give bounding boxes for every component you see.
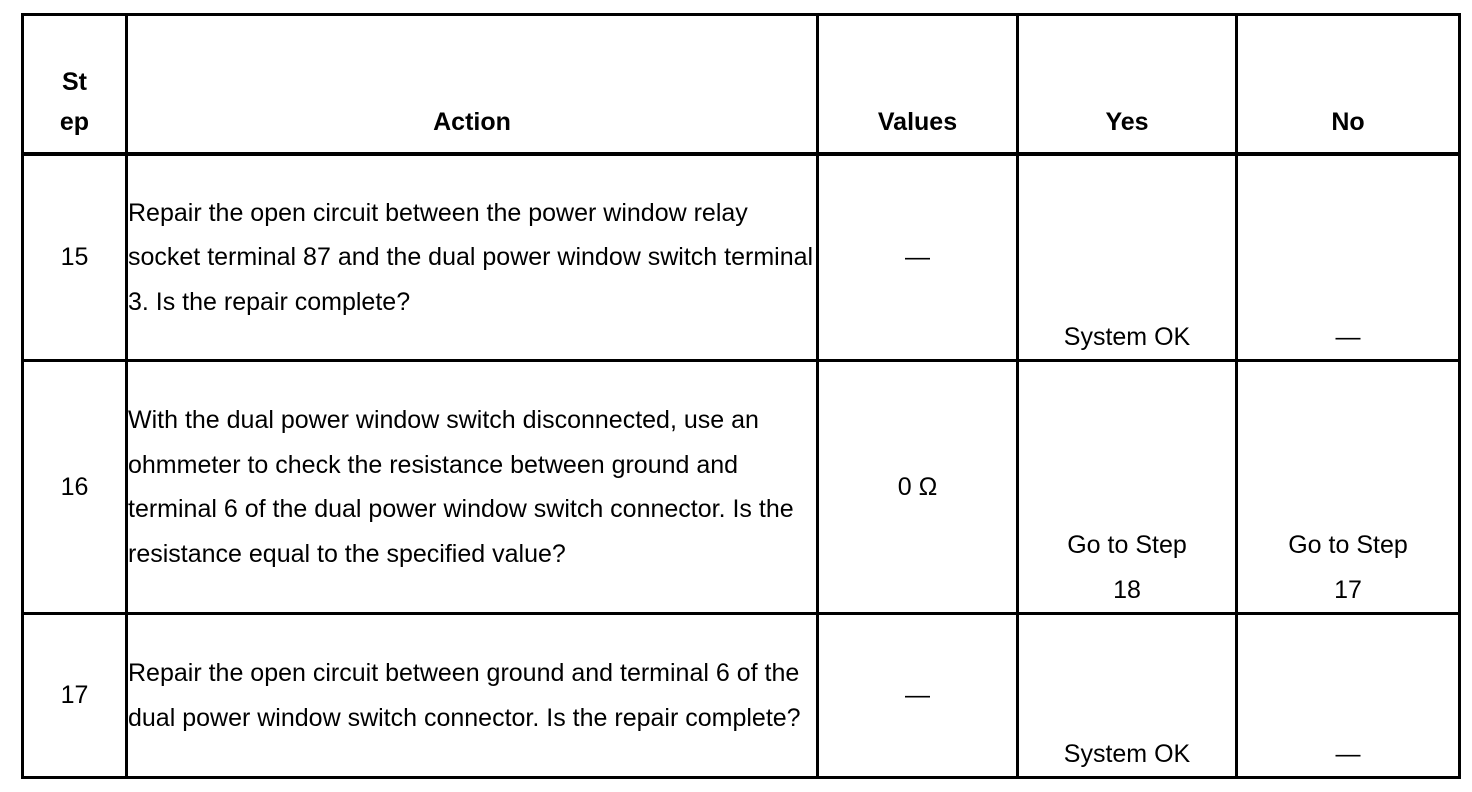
header-no: No — [1237, 15, 1460, 154]
header-step: St ep — [23, 15, 127, 154]
header-values: Values — [818, 15, 1018, 154]
header-yes: Yes — [1018, 15, 1237, 154]
table-row — [23, 154, 1460, 361]
no-cell: — — [1237, 614, 1460, 778]
diagnostic-table — [21, 13, 1461, 779]
yes-cell: System OK — [1018, 154, 1237, 361]
table-row — [23, 361, 1460, 614]
step-number: 17 — [23, 614, 127, 778]
no-cell: Go to Step 17 — [1237, 361, 1460, 614]
action-text: With the dual power window switch disconnected, use an ohmmeter to check the resistance between ground and terminal 6 of the dual power window switch connector. Is the resistance equal to the specified value? — [127, 361, 818, 614]
table-header-row — [23, 15, 1460, 154]
step-number: 16 — [23, 361, 127, 614]
values-cell: — — [818, 154, 1018, 361]
yes-cell: Go to Step 18 — [1018, 361, 1237, 614]
yes-cell: System OK — [1018, 614, 1237, 778]
action-text: Repair the open circuit between the power window relay socket terminal 87 and the dual power window switch terminal 3. Is the repair complete? — [127, 154, 818, 361]
header-action: Action — [127, 15, 818, 154]
action-text: Repair the open circuit between ground and terminal 6 of the dual power window switch connector. Is the repair complete? — [127, 614, 818, 778]
values-cell: — — [818, 614, 1018, 778]
step-number: 15 — [23, 154, 127, 361]
table-row — [23, 614, 1460, 778]
values-cell: 0 Ω — [818, 361, 1018, 614]
no-cell: — — [1237, 154, 1460, 361]
